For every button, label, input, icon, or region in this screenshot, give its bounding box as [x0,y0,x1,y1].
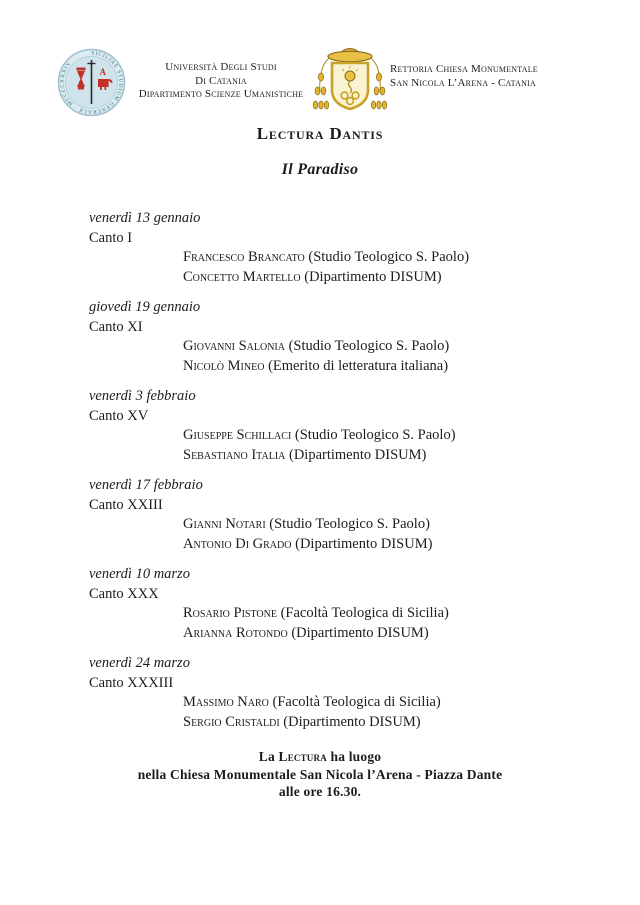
footer-line1-pre: La [258,749,275,764]
speaker-line [183,337,600,357]
page-title: Lectura Dantis [256,124,384,143]
footer-line2: nella Chiesa Monumentale San Nicola l’Arena - Piazza Dante [137,766,503,782]
speaker-affiliation: (Dipartimento DISUM) [295,535,433,552]
church-name-line2: San Nicola L’Arena - Catania [390,76,536,89]
speaker-line [183,693,600,713]
speaker-line [183,713,600,733]
canto-label: Canto XXX [89,585,159,602]
speaker-line [183,248,600,268]
speaker-name: Giuseppe Schillaci [183,427,292,443]
speaker-name: Concetto Martello [183,268,301,285]
svg-text:A: A [99,67,106,77]
speaker-name: Arianna Rotondo [183,624,288,641]
event-date: venerdì 17 febbraio [89,477,203,493]
schedule-entry [89,654,600,732]
speaker-list [183,337,600,376]
speaker-affiliation: (Dipartimento DISUM) [283,713,421,730]
speaker-affiliation: (Emerito di letteratura italiana) [268,357,449,374]
speaker-line [183,426,600,446]
speaker-affiliation: (Dipartimento DISUM) [304,268,442,285]
speaker-name: Rosario Pistone [183,605,277,621]
footer-line3: alle ore 16.30. [278,784,362,799]
speaker-name: Giovanni Salonia [183,338,285,354]
event-date: venerdì 10 marzo [89,566,190,582]
canto-label: Canto XI [89,318,143,335]
speaker-name: Antonio Di Grado [183,535,292,552]
event-date: venerdì 3 febbraio [89,388,196,404]
schedule-entry [89,565,600,643]
schedule-entry [89,209,600,287]
speaker-name: Nicolò Mineo [183,357,265,374]
speaker-list [183,426,600,465]
church-header-text [390,63,585,90]
speaker-affiliation: (Studio Teologico S. Paolo) [308,249,470,265]
page-subtitle: Il Paradiso [281,161,359,178]
footer-note [0,748,640,801]
footer-line1-smallcaps: Lectura [278,749,327,764]
speaker-line [183,604,600,624]
schedule-list [89,209,600,743]
schedule-entry [89,387,600,465]
schedule-entry [89,298,600,376]
speaker-line [183,515,600,535]
university-seal-icon [56,46,127,119]
speaker-line [183,624,600,644]
church-crest-icon [311,43,389,116]
university-name-line1: Università Degli Studi [165,61,277,73]
speaker-line [183,446,600,466]
university-name-line2: Di Catania [195,74,247,87]
speaker-affiliation: (Dipartimento DISUM) [291,624,429,641]
crest-galero-hat-icon [328,49,372,62]
speaker-name: Gianni Notari [183,516,266,532]
speaker-line [183,357,600,377]
speaker-affiliation: (Studio Teologico S. Paolo) [269,516,430,532]
university-header-text [126,61,316,102]
canto-label: Canto XXXIII [89,674,174,691]
footer-line1-post: ha luogo [330,749,382,764]
canto-label: Canto XXIII [89,496,163,513]
event-date: giovedì 19 gennaio [89,299,201,315]
speaker-line [183,268,600,288]
speaker-line [183,535,600,555]
speaker-affiliation: (Studio Teologico S. Paolo) [288,338,450,354]
speaker-name: Sebastiano Italia [183,446,286,463]
schedule-entry [89,476,600,554]
university-department: Dipartimento Scienze Umanistiche [138,88,304,100]
canto-label: Canto I [89,229,133,246]
event-date: venerdì 13 gennaio [89,210,201,226]
church-name-line1: Rettoria Chiesa Monumentale [390,63,538,75]
event-date: venerdì 24 marzo [89,655,190,671]
speaker-list [183,693,600,732]
footer-line1 [0,748,640,766]
seal-ring-text: SICILIAE STUDIUM GENERALE · MCCCCXXXIV [59,50,124,115]
speaker-list [183,248,600,287]
speaker-affiliation: (Facoltà Teologica di Sicilia) [280,605,449,621]
speaker-name: Sergio Cristaldi [183,713,280,730]
speaker-name: Massimo Naro [183,694,269,710]
speaker-list [183,515,600,554]
speaker-affiliation: (Dipartimento DISUM) [289,446,427,463]
canto-label: Canto XV [89,407,149,424]
speaker-affiliation: (Facoltà Teologica di Sicilia) [272,694,441,710]
speaker-affiliation: (Studio Teologico S. Paolo) [294,427,456,443]
speaker-list [183,604,600,643]
speaker-name: Francesco Brancato [183,249,305,265]
